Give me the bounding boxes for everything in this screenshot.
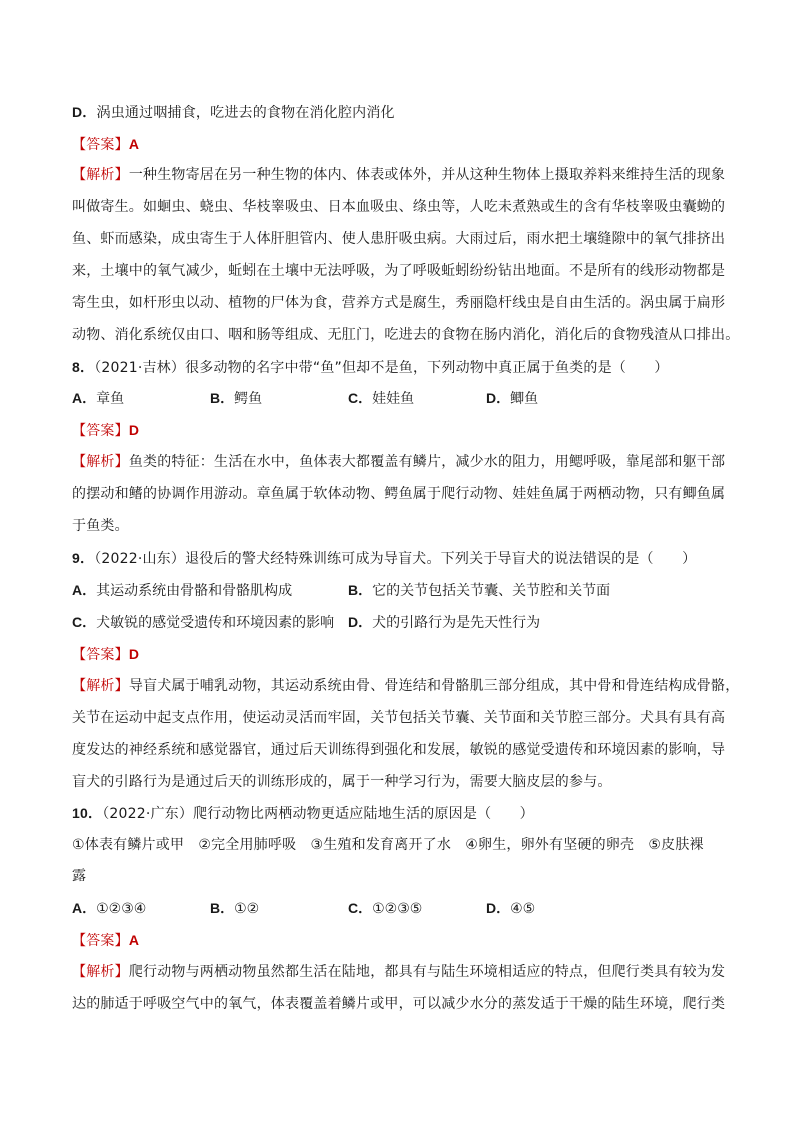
analysis-line: 达的肺适于呼吸空气中的氧气，体表覆盖着鳞片或甲，可以减少水分的蒸发适于干燥的陆生环境，爬行类 [72, 996, 726, 1012]
option-a: A．①②③④ [72, 900, 147, 917]
analysis-line: 的摆动和鳍的协调作用游动。章鱼属于软体动物、鳄鱼属于爬行动物、娃娃鱼属于两栖动物，只有鲫鱼属 [72, 486, 726, 502]
analysis-line: 寄生虫，如杆形虫以动、植物的尸体为食，营养方式是腐生，秀丽隐杆线虫是自由生活的。涡虫属于扁形 [72, 295, 726, 311]
option-c: C．娃娃鱼 [348, 390, 415, 407]
question-stem: 8．（2021·吉林）很多动物的名字中带“鱼”但却不是鱼，下列动物中真正属于鱼类的是（ ） [72, 359, 669, 376]
option-d: D．犬的引路行为是先天性行为 [348, 614, 541, 631]
option-d: D．涡虫通过咽捕食，吃进去的食物在消化腔内消化 [72, 104, 395, 121]
answer-line: 【答案】D [72, 646, 140, 663]
answer-line: 【答案】A [72, 932, 140, 949]
analysis-line: 盲犬的引路行为是通过后天的训练形成的，属于一种学习行为，需要大脑皮层的参与。 [72, 774, 612, 790]
option-b: B．鳄鱼 [210, 390, 263, 407]
analysis-line: 动物、消化系统仅由口、咽和肠等组成、无肛门，吃进去的食物在肠内消化，消化后的食物残渣从口排出。 [72, 327, 740, 343]
analysis-line: 鱼、虾而感染，成虫寄生于人体肝胆管内、使人患肝吸虫病。大雨过后，雨水把土壤缝隙中的氧气排挤出 [72, 231, 726, 247]
option-d: D．鲫鱼 [486, 390, 539, 407]
question-stem: 9．（2022·山东）退役后的警犬经特殊训练可成为导盲犬。下列关于导盲犬的说法错误的是（ ） [72, 550, 697, 567]
analysis-line: 度发达的神经系统和感觉器官，通过后天训练得到强化和发展，敏锐的感觉受遗传和环境因素的影响，导 [72, 742, 726, 758]
option-d: D．④⑤ [486, 900, 536, 917]
option-a: A．其运动系统由骨骼和骨骼肌构成 [72, 582, 293, 599]
option-b: B．它的关节包括关节囊、关节腔和关节面 [348, 582, 611, 599]
analysis-line: 【解析】爬行动物与两栖动物虽然都生活在陆地，都具有与陆生环境相适应的特点，但爬行类具有较为发 [72, 964, 726, 980]
statement-list: 露 [72, 868, 87, 884]
option-c: C．犬敏锐的感觉受遗传和环境因素的影响 [72, 614, 335, 631]
option-a: A．章鱼 [72, 390, 125, 407]
option-c: C．①②③⑤ [348, 900, 423, 917]
answer-line: 【答案】A [72, 136, 140, 153]
answer-line: 【答案】D [72, 422, 140, 439]
analysis-line: 来，土壤中的氧气减少，蚯蚓在土壤中无法呼吸，为了呼吸蚯蚓纷纷钻出地面。不是所有的线形动物都是 [72, 263, 726, 279]
analysis-line: 【解析】鱼类的特征：生活在水中，鱼体表大都覆盖有鳞片，减少水的阻力，用鳃呼吸，靠尾部和躯干部 [72, 454, 726, 470]
analysis-line: 【解析】一种生物寄居在另一种生物的体内、体表或体外，并从这种生物体上摄取养料来维持生活的现象 [72, 167, 726, 183]
option-b: B．①② [210, 900, 260, 917]
analysis-line: 【解析】导盲犬属于哺乳动物，其运动系统由骨、骨连结和骨骼肌三部分组成，其中骨和骨连结构成骨骼， [72, 678, 740, 694]
question-stem: 10．（2022·广东）爬行动物比两栖动物更适应陆地生活的原因是（ ） [72, 805, 534, 822]
analysis-line: 关节在运动中起支点作用，使运动灵活而牢固，关节包括关节囊、关节面和关节腔三部分。犬具有具有高 [72, 710, 726, 726]
analysis-line: 于鱼类。 [72, 518, 129, 534]
statement-list: ①体表有鳞片或甲 ②完全用肺呼吸 ③生殖和发育离开了水 ④卵生，卵外有坚硬的卵壳 ⑤皮肤裸 [72, 837, 704, 853]
analysis-line: 叫做寄生。如蛔虫、蛲虫、华枝睾吸虫、日本血吸虫、绦虫等，人吃未煮熟或生的含有华枝睾吸虫囊蚴的 [72, 199, 726, 215]
